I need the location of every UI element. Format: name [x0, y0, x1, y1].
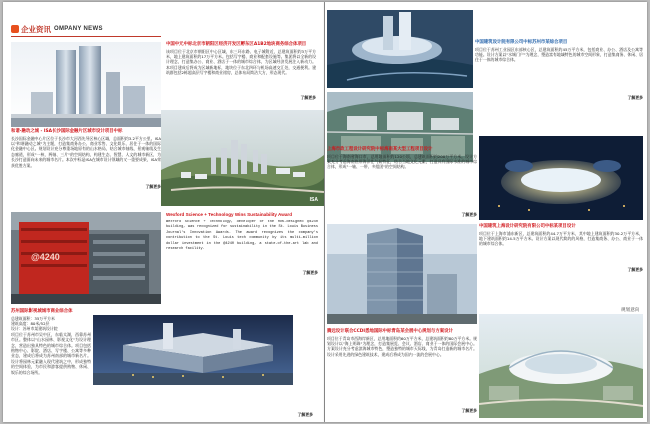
- article-1-body: 该项目位于北京市朝阳区中心区域，东三环东路、电子城附近，总建筑面积约3万平方米，地上建筑面积约17万平方米。包括写字楼、商业和配套设施等。集团将以全新的设计理念，打造集办公、商业、酒店于一体的城市综合体，为区域经济发展注入新动力。本项目建成后将成为区域新地标，地块位于东北四环与机场高速交汇处，交通便利。建筑群包括2栋超高层写字楼和商业裙房，总体布局简洁大方，形态现代。: [166, 48, 316, 76]
- article-1: [166, 42, 316, 101]
- article-2: [11, 129, 161, 180]
- right-article-4-body: 项目位于青岛市西海岸新区，总用地面积约60万平方米，总建筑面积约80万平方米。规划设计以"海上明珠"为理念，打造集展览、会议、酒店、商业于一体的国际会展中心。方案设计充分考虑滨海城市特色，塑造独特的城市天际线，为青岛打造新的城市名片。设计采用先进的绿色建筑技术，建成后将成为国内一流的会展中心。: [327, 335, 477, 357]
- article-4-more-link[interactable]: 了解更多: [297, 412, 313, 417]
- article-3-body: Wexford Science + Technology, developer of the HOK-designed @4240 building, was recognized for sustainability in the St. Louis Business Journal's Innovation Awards. The award recognizes the company's contribution to the St. Louis tech community by its multi-million dollar investment in the @4240 building, a state-of-the-art lab and research facility.: [166, 219, 318, 251]
- aerial-image-label: ISA: [309, 197, 318, 203]
- right-article-2-title: 上海市政工程设计研究院中标海南某大型工程项目设计: [327, 147, 433, 152]
- aerial-city-image: [161, 110, 324, 206]
- right-page: [325, 2, 647, 422]
- article-4-body: 总建筑面积：35万平方米 建筑高度：80米/52层 设计：苏州市某建筑设计院 项目位于苏州市吴中区，东临太湖，西靠苏州市区。整体以"山水园林、影视文化"为设计理念，营造出独具特色的城市综合体。项目包括购物中心、影院、酒店、写字楼、公寓等多种业态，建成后将成为苏州南部的城市新名片。设计将园林元素融入现代建筑之中，形成独特的空间体验，为市民和游客提供购物、休闲、娱乐的综合场所。: [11, 315, 91, 375]
- header-title-cn: 企业资讯: [21, 24, 51, 34]
- commercial-complex-image: [93, 315, 293, 385]
- right-article-2: [327, 147, 477, 218]
- right-article-3-body: 项目位于上海市浦东新区，总建筑面积约44.7万平方米，其中地上建筑面积约30.2万平方米，地下建筑面积约14.5万平方米。设计方案以现代简约的风格，打造集商务、办公、商业于一体的城市综合体。: [479, 230, 643, 247]
- right-article-4: [327, 329, 477, 414]
- right-article-1-body: 项目位于苏州工业园区东部核心区，总建筑面积约45万平方米，包括商业、办公、酒店及公寓等功能。设计方案以"水城门户"为理念，塑造富有地域特色的城市空间形象，打造集商务、休闲、居住于一体的城市综合体。: [475, 46, 643, 63]
- left-page: [3, 2, 325, 422]
- header-divider: [11, 36, 161, 37]
- right-article-1-title: 中国建筑设计院有限公司中标苏州市某综合项目: [475, 40, 568, 45]
- article-2-more-link[interactable]: 了解更多: [145, 184, 161, 189]
- article-4-title: 苏州国际影视城城市商业综合体: [11, 309, 73, 314]
- convention-center-image: [479, 314, 643, 418]
- article-4: [11, 309, 91, 394]
- twin-towers-image: [327, 224, 477, 324]
- waterfront-building-image: [327, 10, 473, 88]
- right-article-4-title: 腾远设计联合CCDI悉地国际中标青岛某会展中心规划与方案设计: [327, 329, 453, 334]
- article-3-title: Wexford Science + Technology Wins Sustainability Award: [166, 212, 293, 217]
- header-title-en: OMPANY NEWS: [54, 26, 103, 32]
- logo-icon: [11, 25, 19, 33]
- right-article-3: [479, 224, 643, 273]
- right-article-4-more-link[interactable]: 了解更多: [461, 407, 477, 413]
- article-2-body: 长沙国际金融中心片区位于长沙市大河西先导区核心区域，总面积约3.2平方公里。ISA以"和谐融动之城"为主题，打造集商务办公、商业零售、文化娱乐、居住于一体的国际化金融中心区。规划设计充分尊重场地原有的山水格局，结合城市轴线、景观轴线及生态廊道，形成"一核、两轴、三片"的空间结构，构建生态、智慧、人文的城市新区，为长沙打造面向未来的城市名片。本次中标是ISA在城市设计领域的又一重要成果，ISA荣获优胜方案。: [11, 135, 161, 168]
- article-1-title: 中国中元中标北京市朝阳区经济开发区孵东区A1B2地块商务综合体项目: [166, 42, 307, 47]
- right-article-1-more-link[interactable]: 了解更多: [627, 94, 643, 100]
- article-4-body-continued: [11, 387, 321, 415]
- article-1-more-link[interactable]: 了解更多: [300, 94, 316, 100]
- night-stadium-image: [479, 136, 643, 220]
- right-article-3-more-link[interactable]: 了解更多: [627, 266, 643, 272]
- right-article-2-body: 项目位于海南省海口市，总用地面积约120公顷，总建筑面积约200万平方米。设计方案充分考虑海南热带海洋性气候特征，结合当地文化元素，打造具有国际水准的城市综合体，形成"一轴、一带、多组团"的空间结构。: [327, 153, 477, 170]
- right-article-3-title: 中国建筑上海设计研究院有限公司中标某项目设计: [479, 224, 576, 229]
- section-header: [11, 22, 161, 36]
- red-building-image: [11, 212, 161, 304]
- article-3: [166, 212, 318, 276]
- article-3-more-link[interactable]: 了解更多: [302, 269, 318, 275]
- building-number-label: @4240: [31, 252, 60, 262]
- office-towers-image: [11, 42, 161, 127]
- right-article-2-more-link[interactable]: 了解更多: [461, 211, 477, 217]
- image-caption: 规划意向: [621, 308, 640, 313]
- article-2-title: 和谐·融动之城 - ISA长沙国际金融片区城市设计项目中标: [11, 129, 123, 134]
- right-article-1: [475, 40, 643, 101]
